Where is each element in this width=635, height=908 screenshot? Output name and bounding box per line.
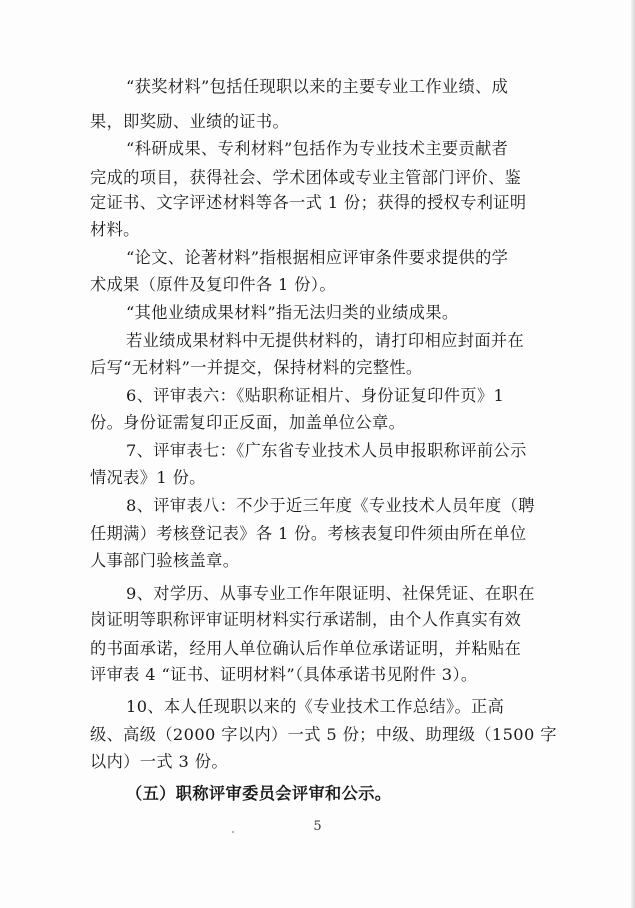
paragraph-line: 以内）一式 3 份。 — [90, 752, 228, 771]
paragraph-line: “科研成果、专利材料”包括作为专业技术主要贡献者 — [126, 139, 509, 158]
page-edge-shadow — [631, 0, 635, 908]
paragraph-line: 7、评审表七：《广东省专业技术人员申报职称评前公示 — [126, 441, 527, 460]
section-heading: （五）职称评审委员会评审和公示。 — [126, 784, 392, 803]
paragraph-line: “其他业绩成果材料”指无法归类的业绩成果。 — [126, 303, 459, 322]
paragraph-line: 果，即奖励、业绩的证书。 — [90, 112, 290, 131]
paragraph-line: 的书面承诺，经用人单位确认后作单位承诺证明，并粘贴在 — [90, 639, 522, 658]
paragraph-line: 岗证明等职称评审证明材料实行承诺制，由个人作真实有效 — [90, 610, 522, 629]
paragraph-line: 若业绩成果材料中无提供材料的，请打印相应封面并在 — [126, 331, 525, 350]
paragraph-line: 评审表 4 “证书、证明材料”（具体承诺书见附件 3）。 — [90, 665, 478, 684]
paragraph-line: 完成的项目，获得社会、学术团体或专业主管部门评价、鉴 — [90, 168, 522, 187]
page-number: 5 — [313, 819, 322, 834]
paragraph-line: 级、高级（2000 字以内）一式 5 份；中级、助理级（1500 字 — [90, 725, 557, 744]
paragraph-line: 定证书、文字评述材料等各一式 1 份；获得的授权专利证明 — [90, 193, 527, 212]
paragraph-line: 9、对学历、从事专业工作年限证明、社保凭证、在职在 — [126, 584, 535, 603]
paragraph-line: “获奖材料”包括任现职以来的主要专业工作业绩、成 — [126, 77, 509, 96]
paragraph-line: 6、评审表六：《贴职称证相片、身份证复印件页》1 — [126, 386, 505, 405]
paragraph-line: 后写“无材料”一并提交，保持材料的完整性。 — [90, 358, 423, 377]
paragraph-line: 任期满）考核登记表》各 1 份。考核表复印件须由所在单位 — [90, 524, 527, 543]
paragraph-line: 份。身份证需复印正反面，加盖单位公章。 — [90, 413, 406, 432]
paragraph-line: 术成果（原件及复印件各 1 份）。 — [90, 275, 336, 294]
paragraph-line: 10、本人任现职以来的《专业技术工作总结》。正高 — [126, 697, 505, 716]
paragraph-line: 8、评审表八：不少于近三年度《专业技术人员年度（聘 — [126, 496, 535, 515]
paragraph-line: 情况表》1 份。 — [90, 468, 206, 487]
paragraph-line: 人事部门验核盖章。 — [90, 551, 240, 570]
paragraph-line: “论文、论著材料”指根据相应评审条件要求提供的学 — [126, 248, 509, 267]
paragraph-line: 材料。 — [90, 220, 140, 239]
